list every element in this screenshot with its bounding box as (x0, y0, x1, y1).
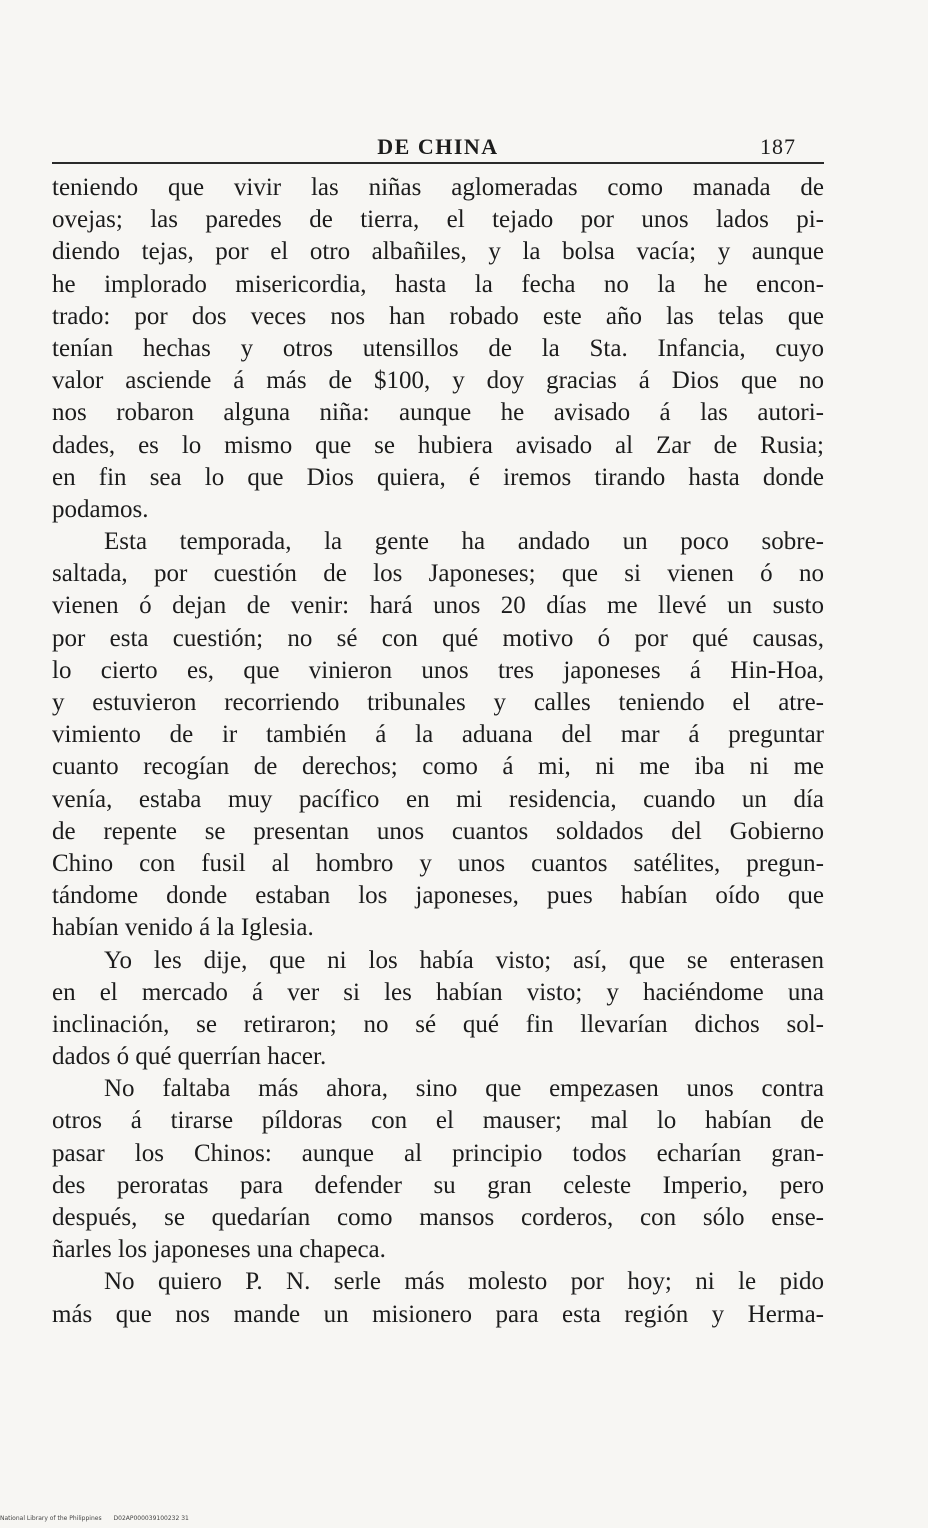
text-line: No faltaba más ahora, sino que empezasen unos contra (104, 1075, 824, 1103)
running-title: DE CHINA (377, 134, 499, 159)
page-number: 187 (760, 134, 796, 159)
text-line: después, se quedarían como mansos corderos, con sólo ense- (52, 1204, 824, 1231)
library-credit: National Library of the Philippines (0, 1515, 102, 1522)
body-text (52, 172, 824, 1331)
text-line: pasar los Chinos: aunque al principio todos echarían gran- (52, 1139, 824, 1167)
text-line: tenían hechas y otros utensillos de la Sta. Infancia, cuyo (52, 334, 824, 362)
scan-code: D02AP000039100232 31 (113, 1515, 189, 1522)
text-line: y estuvieron recorriendo tribunales y calles teniendo el atre- (52, 689, 824, 716)
text-line: cuanto recogían de derechos; como á mi, ni me iba ni me (52, 753, 824, 781)
text-line: Chino con fusil al hombro y unos cuantos satélites, pregun- (52, 849, 824, 877)
text-line: otros á tirarse píldoras con el mauser; mal lo habían de (52, 1107, 824, 1135)
text-line: teniendo que vivir las niñas aglomeradas como manada de (52, 174, 824, 201)
running-head (52, 130, 824, 162)
text-line: podamos. (52, 495, 149, 523)
text-line: por esta cuestión; no sé con qué motivo ó por qué causas, (52, 624, 824, 652)
text-line: de repente se presentan unos cuantos soldados del Gobierno (52, 817, 824, 845)
text-line: vimiento de ir también á la aduana del mar á preguntar (52, 721, 824, 749)
text-line: ovejas; las paredes de tierra, el tejado por unos lados pi- (52, 206, 824, 234)
text-line: Esta temporada, la gente ha andado un poco sobre- (104, 528, 824, 556)
text-line: diendo tejas, por el otro albañiles, y la bolsa vacía; y aunque (52, 238, 824, 266)
text-line: trado: por dos veces nos han robado este año las telas que (52, 302, 824, 330)
text-line: en el mercado á ver si les habían visto; y haciéndome una (52, 978, 824, 1006)
text-line: saltada, por cuestión de los Japoneses; que si vienen ó no (52, 560, 824, 588)
header-rule (52, 162, 824, 164)
text-line: he implorado misericordia, hasta la fecha no la he encon- (52, 270, 824, 298)
text-line: dades, es lo mismo que se hubiera avisado al Zar de Rusia; (52, 431, 824, 459)
scan-footer (0, 1515, 199, 1522)
text-line: Yo les dije, que ni los había visto; así, que se enterasen (104, 946, 824, 974)
text-line: No quiero P. N. serle más molesto por hoy; ni le pido (104, 1268, 824, 1296)
text-line: venía, estaba muy pacífico en mi residencia, cuando un día (52, 785, 824, 813)
text-line: más que nos mande un misionero para esta región y Herma- (52, 1300, 824, 1328)
text-line: ñarles los japoneses una chapeca. (52, 1236, 386, 1264)
text-line: des peroratas para defender su gran celeste Imperio, pero (52, 1171, 824, 1199)
text-line: nos robaron alguna niña: aunque he avisado á las autori- (52, 399, 824, 427)
text-line: inclinación, se retiraron; no sé qué fin llevarían dichos sol- (52, 1010, 824, 1038)
text-line: en fin sea lo que Dios quiera, é iremos tirando hasta donde (52, 463, 824, 491)
text-line: valor asciende á más de $100, y doy gracias á Dios que no (52, 367, 824, 395)
text-line: dados ó qué querrían hacer. (52, 1043, 327, 1071)
text-line: habían venido á la Iglesia. (52, 914, 314, 942)
text-line: tándome donde estaban los japoneses, pues habían oído que (52, 882, 824, 910)
text-line: vienen ó dejan de venir: hará unos 20 días me llevé un susto (52, 592, 824, 620)
text-line: lo cierto es, que vinieron unos tres japoneses á Hin-Hoa, (52, 656, 824, 684)
